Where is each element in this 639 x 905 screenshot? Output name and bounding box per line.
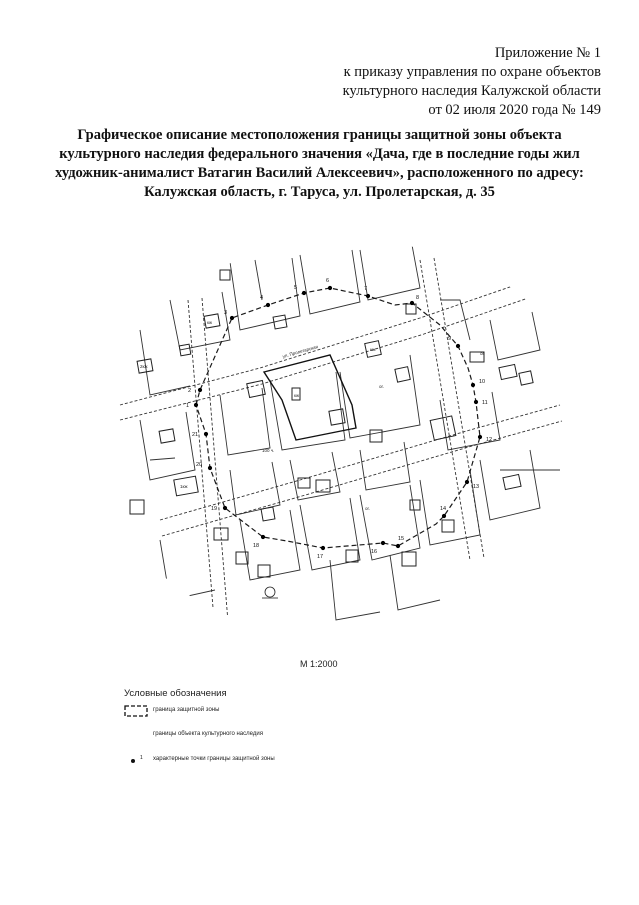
zone-point xyxy=(328,286,332,290)
title-line-2: культурного наследия федерального значения «Дача, где в последние годы жил xyxy=(59,146,580,162)
title-line-3: художник-анималист Ватагин Василий Алексеевич», расположенного по адресу: xyxy=(55,165,584,181)
zone-point-label: 1 xyxy=(186,403,190,409)
zone-point xyxy=(230,316,234,320)
buildings xyxy=(130,270,533,577)
zone-point-label: 20 xyxy=(196,462,203,468)
zone-boundary-symbol xyxy=(124,705,148,717)
zone-point-label: 15 xyxy=(398,536,405,542)
building xyxy=(499,364,517,379)
building xyxy=(402,552,416,566)
building xyxy=(220,270,230,280)
zone-point xyxy=(381,541,385,545)
building xyxy=(258,565,270,577)
zone-point-label: 21 xyxy=(192,432,199,438)
zone-point-label: 7 xyxy=(364,286,368,292)
building-label: нж xyxy=(370,347,376,352)
parcel-grid xyxy=(120,245,562,622)
zone-point xyxy=(456,344,460,348)
building xyxy=(410,500,420,510)
legend-zone-boundary-label: граница защитной зоны xyxy=(153,707,220,713)
zone-point xyxy=(465,480,469,484)
point-sample-label: 1 xyxy=(140,755,143,761)
street-edge-north xyxy=(120,280,530,405)
building xyxy=(130,500,144,514)
tree-symbol xyxy=(262,587,278,598)
legend-points-label: характерные точки границы защитной зоны xyxy=(153,756,275,762)
appendix-line-3: культурного наследия Калужской области xyxy=(342,83,601,99)
zone-point xyxy=(194,403,198,407)
zone-point xyxy=(321,546,325,550)
zone-point xyxy=(266,303,270,307)
zone-point-label: 5 xyxy=(294,285,298,291)
zone-point-label: 11 xyxy=(482,400,488,406)
street-label: ул. Пролетарская xyxy=(281,344,319,359)
building xyxy=(329,409,345,425)
street-2-north xyxy=(160,405,560,520)
building xyxy=(346,550,358,562)
zone-point xyxy=(198,388,202,392)
zone-point xyxy=(302,291,306,295)
building xyxy=(261,507,275,521)
zone-point xyxy=(223,506,227,510)
zone-point xyxy=(410,301,414,305)
building xyxy=(503,474,521,489)
building xyxy=(298,478,310,488)
appendix-line-4: от 02 июля 2020 года № 149 xyxy=(428,102,601,118)
building xyxy=(395,367,410,382)
point-symbol xyxy=(124,754,148,766)
building-label: ог. xyxy=(365,506,370,511)
zone-point-label: 8 xyxy=(416,295,420,301)
building-label: 2кж xyxy=(140,364,148,369)
legend-object-boundary-label: границы объекта культурного наследия xyxy=(153,731,263,737)
title-line-1: Графическое описание местоположения границы защитной зоны объекта xyxy=(77,127,562,143)
zone-point-label: 17 xyxy=(317,554,324,560)
zone-point-label: 4 xyxy=(260,295,264,301)
zone-point-label: 10 xyxy=(479,379,486,385)
building xyxy=(370,430,382,442)
building-label: 1кж xyxy=(180,484,188,489)
building xyxy=(442,520,454,532)
zone-point-label: 2 xyxy=(188,388,192,394)
zone-point xyxy=(471,383,475,387)
building-label: кж xyxy=(294,393,299,398)
zone-point-label: 3 xyxy=(224,310,228,316)
zone-point xyxy=(396,544,400,548)
zone-point-label: 9 xyxy=(448,336,452,342)
zone-point-label: 13 xyxy=(473,484,480,490)
zone-point xyxy=(478,435,482,439)
zone-point-label: 14 xyxy=(440,506,447,512)
zone-point-label: 19 xyxy=(211,506,218,512)
legend-title: Условные обозначения xyxy=(124,688,227,699)
protective-zone-boundary xyxy=(196,288,480,548)
building-label: 100 ч. xyxy=(262,448,275,453)
zone-point-label: 18 xyxy=(253,543,260,549)
zone-point xyxy=(208,466,212,470)
building xyxy=(159,429,175,443)
zone-point xyxy=(204,432,208,436)
building-label: кж xyxy=(207,320,212,325)
street-edge-south xyxy=(120,296,534,420)
title-line-4: Калужская область, г. Таруса, ул. Пролетарская, д. 35 xyxy=(144,184,495,200)
appendix-line-2: к приказу управления по охране объектов xyxy=(343,64,601,80)
zone-point-label: 16 xyxy=(371,549,378,555)
zone-point-label: 6 xyxy=(326,278,330,284)
building-labels xyxy=(140,320,485,511)
zone-point xyxy=(261,535,265,539)
zone-point xyxy=(442,514,446,518)
building xyxy=(519,371,533,385)
building-label: ог. xyxy=(480,351,485,356)
map-scale: М 1:2000 xyxy=(300,659,338,669)
appendix-line-1: Приложение № 1 xyxy=(494,45,601,61)
zone-point xyxy=(474,400,478,404)
building-label: ог. xyxy=(379,384,384,389)
street-2-south xyxy=(162,421,562,536)
zone-point-label: 12 xyxy=(486,437,493,443)
zone-point xyxy=(366,294,370,298)
